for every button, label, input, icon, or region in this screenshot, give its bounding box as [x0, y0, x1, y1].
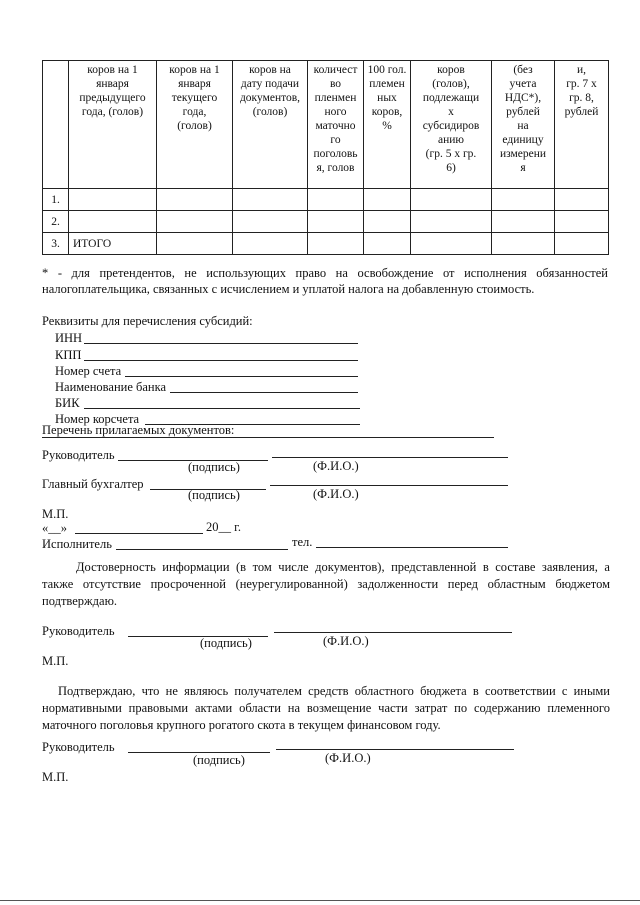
header-cell-prev-year: коров на 1 января предыдущего года, (голов) — [69, 61, 157, 189]
confirmation-paragraph-2: Подтверждаю, что не являюсь получателем средств областного бюджета в соответствии с иными нормативными правовыми актами области на возмещение части затрат по содержанию племенного маточного поголовья крупного рогатого скота в текущем финансовом году. — [42, 684, 610, 732]
header-cell-num — [43, 61, 69, 189]
head-fio-field[interactable] — [274, 632, 512, 633]
inn-label: ИНН — [55, 331, 83, 345]
bik-field[interactable] — [84, 408, 360, 409]
requisites-title: Реквизиты для перечисления субсидий: — [42, 314, 253, 328]
accountant-fio-field[interactable] — [270, 485, 508, 486]
stamp-label: М.П. — [42, 507, 69, 521]
row-label — [69, 189, 157, 211]
confirmation-paragraph-1: Достоверность информации (в том числе документов), представленной в составе заявления, а также отсутствие просроченной (неурегулированной) задолженности перед областным бюджетом подтверждаю. — [42, 560, 610, 608]
documents-list-label: Перечень прилагаемых документов: — [42, 423, 235, 437]
signature-caption: (подпись) — [188, 460, 240, 474]
executor-label: Исполнитель — [42, 537, 112, 551]
signature-caption: (подпись) — [200, 636, 252, 650]
account-field[interactable] — [125, 376, 358, 377]
row-label — [69, 211, 157, 233]
page-bottom-edge — [0, 900, 640, 901]
table-header-row — [43, 61, 609, 189]
kpp-label: КПП — [55, 348, 82, 362]
footnote: * - для претендентов, не использующих право на освобождение от исполнения обязанностей налогоплательщика, связанных с исчислением и уплатой налога на добавленную стоимость. — [42, 266, 608, 296]
signature-caption: (подпись) — [188, 488, 240, 502]
row-number: 3. — [43, 233, 69, 255]
table-row — [43, 211, 609, 233]
fio-caption: (Ф.И.О.) — [313, 459, 359, 473]
phone-label: тел. — [292, 535, 313, 549]
header-cell-total: и, гр. 7 х гр. 8, рублей — [555, 61, 609, 189]
signature-caption: (подпись) — [193, 753, 245, 767]
header-cell-breeding-stock: количест во пленмен ного маточно го поголовь я, голов — [308, 61, 364, 189]
head-label: Руководитель — [42, 448, 115, 462]
bank-label: Наименование банка — [55, 380, 167, 394]
fio-caption: (Ф.И.О.) — [325, 751, 371, 765]
kpp-field[interactable] — [84, 360, 358, 361]
bik-label: БИК — [55, 396, 80, 410]
stamp-label: М.П. — [42, 770, 69, 784]
bank-field[interactable] — [170, 392, 358, 393]
corr-account-label: Номер корсчета — [55, 412, 140, 426]
date-year: 20__ г. — [206, 520, 241, 534]
phone-field[interactable] — [316, 547, 508, 548]
fio-caption: (Ф.И.О.) — [323, 634, 369, 648]
header-cell-subsidized: коров (голов), подлежащи х субсидиров анию (гр. 5 х гр. 6) — [411, 61, 492, 189]
head-label: Руководитель — [42, 740, 115, 754]
stamp-label: М.П. — [42, 654, 69, 668]
row-number: 1. — [43, 189, 69, 211]
head-fio-field[interactable] — [272, 457, 508, 458]
fio-caption: (Ф.И.О.) — [313, 487, 359, 501]
date-month-field[interactable] — [75, 533, 203, 534]
account-label: Номер счета — [55, 364, 122, 378]
table-row — [43, 189, 609, 211]
header-cell-current-year: коров на 1 января текущего года, (голов) — [157, 61, 233, 189]
chief-accountant-label: Главный бухгалтер — [42, 477, 144, 491]
head-label: Руководитель — [42, 624, 115, 638]
executor-field[interactable] — [116, 549, 288, 550]
header-cell-submission-date: коров на дату подачи документов, (голов) — [233, 61, 308, 189]
head-fio-field[interactable] — [276, 749, 514, 750]
header-cell-percent: 100 гол. племен ных коров, % — [364, 61, 411, 189]
row-number: 2. — [43, 211, 69, 233]
documents-list-field[interactable] — [42, 437, 494, 438]
row-label: ИТОГО — [69, 233, 157, 255]
inn-field[interactable] — [84, 343, 358, 344]
subsidy-table — [42, 60, 609, 255]
table-row — [43, 233, 609, 255]
header-cell-rate: (без учета НДС*), рублей на единицу измерени я — [492, 61, 555, 189]
date-day: «__» — [42, 521, 67, 535]
